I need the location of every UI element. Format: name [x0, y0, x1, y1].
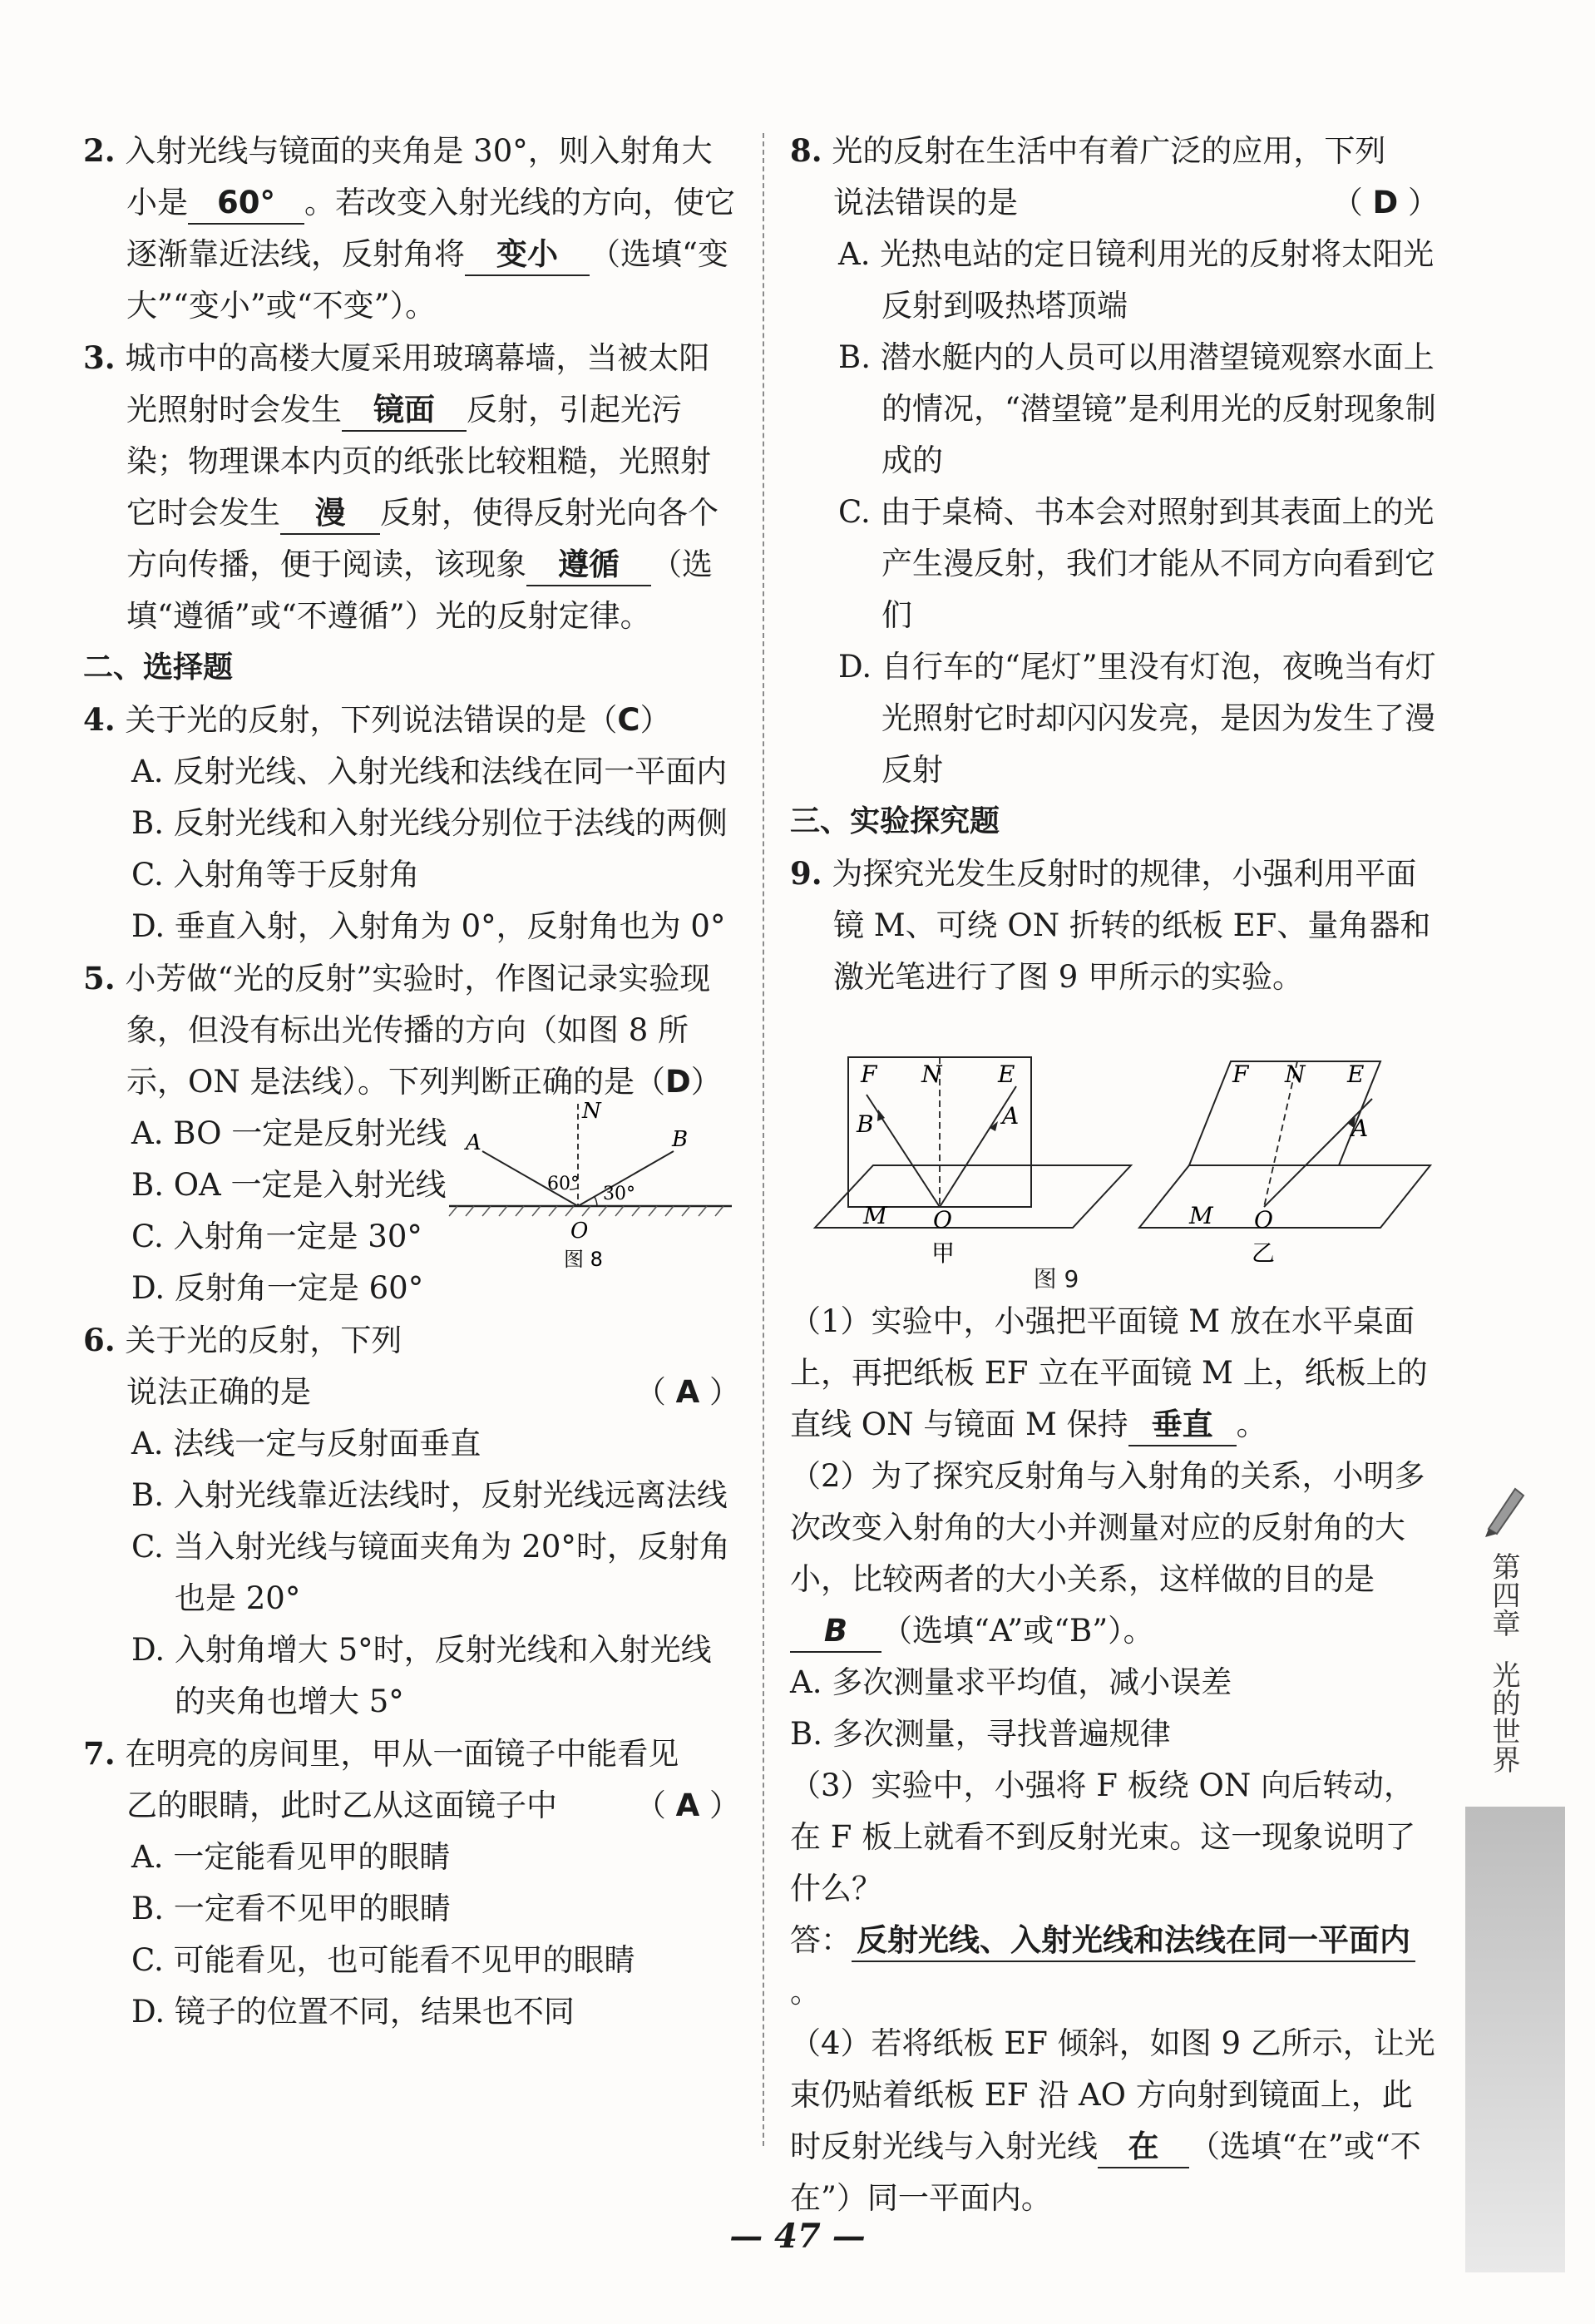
question-number: 2. [83, 132, 116, 169]
option: B. 多次测量，寻找普遍规律 [790, 1716, 1171, 1752]
figure-8-block [83, 1099, 740, 1314]
answer-blank: 遵循 [526, 545, 651, 586]
answer-blank: B [790, 1611, 881, 1653]
option: A. 多次测量求平均值，减小误差 [790, 1664, 1232, 1700]
question-number: 3. [83, 339, 116, 376]
label-F: F [1232, 1061, 1249, 1088]
option: B. 入射光线靠近法线时，反射光线远离法线 [131, 1477, 728, 1513]
option: A. 反射光线、入射光线和法线在同一平面内 [131, 754, 728, 789]
question-5 [83, 952, 740, 1108]
option: C. 入射角等于反射角 [131, 857, 420, 893]
question-text: 反射，引起光污染；物理课本内页的纸张比较粗糙，光照射它时会发生 [126, 392, 711, 531]
paren-close: ） [690, 1064, 722, 1100]
answer-blank: 垂直 [1128, 1405, 1237, 1446]
chapter-number: 第四章 [1487, 1552, 1520, 1637]
option: A. 光热电站的定日镜利用光的反射将太阳光反射到吸热塔顶端 [838, 236, 1435, 324]
q9-part-3-answer [790, 1915, 1439, 2018]
question-2 [83, 125, 740, 332]
option: D. 入射角增大 5°时，反射光线和入射光线的夹角也增大 5° [131, 1632, 712, 1719]
question-text: （1）实验中，小强把平面镜 M 放在水平桌面上，再把纸板 EF 立在平面镜 M 上，纸板上的直线 ON 与镜面 M 保持 [790, 1303, 1428, 1442]
question-text: 关于光的反射，下列说法错误的是（ [125, 702, 618, 738]
figure-caption: 图 8 [564, 1248, 603, 1271]
answer-choice: A [675, 1788, 700, 1823]
question-text: （4）若将纸板 EF 倾斜，如图 9 乙所示，让光束仍贴着纸板 EF 沿 AO 方向射到镜面上，此时反射光线与入射光线 [790, 2025, 1435, 2164]
option: D. 垂直入射，入射角为 0°，反射角也为 0° [131, 908, 726, 944]
answer-bracket: （ A ） [635, 1788, 740, 1823]
question-text: （选填“遵循”或“不遵循”）光的反射定律。 [126, 546, 713, 634]
section-heading: 二、选择题 [83, 650, 234, 685]
question-text: 乙的眼睛，此时乙从这面镜子中 [126, 1788, 557, 1823]
question-text: （选填“在”或“不在”）同一平面内。 [790, 2129, 1421, 2216]
label-F: F [861, 1061, 877, 1088]
chapter-label [1465, 1552, 1542, 1773]
question-number: 8. [790, 132, 822, 169]
label-B: B [672, 1127, 689, 1152]
answer-blank: 镜面 [342, 390, 467, 432]
option: B. 一定看不见甲的眼睛 [131, 1891, 451, 1926]
column-divider [763, 133, 764, 2146]
section-heading: 三、实验探究题 [790, 804, 1000, 838]
question-number: 7. [83, 1735, 116, 1772]
answer-blank: 反射光线、入射光线和法线在同一平面内 [852, 1921, 1415, 1962]
question-text: 。 [1236, 1407, 1267, 1442]
answer-blank: 在 [1098, 2127, 1189, 2168]
question-text: （2）为了探究反射角与入射角的关系，小明多次改变入射角的大小并测量对应的反射角的大小，比较两者的大小关系，这样做的目的是 [790, 1458, 1425, 1597]
label-A: A [1002, 1102, 1020, 1130]
option: D. 镜子的位置不同，结果也不同 [131, 1994, 575, 2030]
question-4 [83, 694, 740, 746]
label-E: E [1347, 1061, 1365, 1088]
chapter-title: 光的世界 [1487, 1660, 1520, 1773]
question-number: 5. [83, 960, 116, 996]
question-6 [83, 1314, 740, 1418]
figure-9-right [1139, 1061, 1430, 1267]
pen-icon [1479, 1481, 1528, 1539]
q9-part-4 [790, 2018, 1439, 2224]
question-8 [790, 125, 1439, 229]
answer-blank: 漫 [280, 493, 380, 535]
question-3 [83, 332, 740, 642]
label-N: N [582, 1099, 601, 1124]
label-O: O [933, 1206, 952, 1234]
question-number: 4. [83, 701, 116, 738]
figure-9-left [815, 1057, 1131, 1267]
answer-blank: 60° [188, 183, 304, 225]
q9-part-2 [790, 1451, 1439, 1657]
question-text: 光的反射在生活中有着广泛的应用，下列 [832, 133, 1386, 169]
question-text: 说法正确的是 [126, 1374, 311, 1410]
figure-8-diagram [449, 1099, 732, 1271]
q9-part-3: （3）实验中，小强将 F 板绕 ON 向后转动，在 F 板上就看不到反射光束。这一现象说明了什么？ [790, 1768, 1416, 1906]
label-M: M [863, 1202, 887, 1229]
label-N: N [1285, 1061, 1306, 1088]
question-text: 在明亮的房间里，甲从一面镜子中能看见 [125, 1736, 679, 1772]
label-yi: 乙 [1252, 1239, 1276, 1267]
q9-part-1 [790, 1296, 1439, 1451]
label-angle-30: 30° [603, 1184, 635, 1204]
left-column [83, 125, 740, 2038]
question-text: 。 [790, 1974, 821, 2010]
option: A. BO 一定是反射光线 [131, 1115, 447, 1151]
question-number: 9. [790, 855, 822, 892]
question-text: 入射光线与镜面的夹角是 30°，则入射角大小是 [125, 133, 713, 220]
label-O: O [1254, 1206, 1273, 1234]
tab-bar [1465, 1807, 1565, 2272]
question-text: （选填“A”或“B”）。 [881, 1613, 1154, 1649]
option: C. 可能看见，也可能看不见甲的眼睛 [131, 1942, 635, 1978]
option: C. 当入射光线与镜面夹角为 20°时，反射角也是 20° [131, 1529, 730, 1616]
question-text: 说法错误的是 [833, 185, 1018, 220]
question-7 [83, 1728, 740, 1832]
question-text: 反射，使得反射光向各个方向传播，便于阅读，该现象 [126, 495, 718, 582]
answer-choice: C [617, 702, 640, 738]
option: D. 反射角一定是 60° [131, 1270, 424, 1306]
question-number: 6. [83, 1322, 116, 1358]
label-angle-60: 60° [547, 1174, 580, 1194]
right-column [790, 125, 1439, 2224]
option: A. 法线一定与反射面垂直 [131, 1426, 481, 1461]
answer-bracket: （ D ） [1331, 185, 1439, 220]
question-text: （选填“变大”“变小”或“不变”）。 [126, 236, 728, 324]
option: B. 潜水艇内的人员可以用潜望镜观察水面上的情况，“潜望镜”是利用光的反射现象制成的 [838, 339, 1436, 478]
answer-choice: D [1372, 185, 1399, 220]
answer-choice: D [664, 1064, 691, 1100]
question-text: 小芳做“光的反射”实验时，作图记录实验现象，但没有标出光传播的方向（如图 8 所示，ON 是法线）。下列判断正确的是（ [125, 961, 711, 1100]
answer-choice: A [675, 1374, 700, 1410]
option: B. OA 一定是入射光线 [131, 1167, 447, 1203]
answer-bracket: （ A ） [635, 1374, 740, 1410]
label-N: N [921, 1061, 942, 1088]
label-E: E [998, 1061, 1015, 1088]
question-text: 为探究光发生反射时的规律，小强利用平面镜 M、可绕 ON 折转的纸板 EF、量角器和激光笔进行了图 9 甲所示的实验。 [832, 856, 1431, 995]
page-number: — 47 — [729, 2217, 866, 2256]
figure-caption: 图 9 [1033, 1265, 1079, 1293]
option: C. 入射角一定是 30° [131, 1219, 422, 1254]
paren-close: ） [639, 702, 671, 738]
option: B. 反射光线和入射光线分别位于法线的两侧 [131, 805, 728, 841]
answer-blank: 变小 [465, 235, 590, 276]
label-M: M [1189, 1202, 1213, 1229]
question-text: 城市中的高楼大厦采用玻璃幕墙，当被太阳光照射时会发生 [125, 340, 710, 428]
question-text: 关于光的反射，下列 [125, 1323, 402, 1358]
label-A: A [466, 1130, 481, 1155]
label-O: O [570, 1219, 589, 1244]
question-9 [790, 848, 1439, 1003]
question-text: 。若改变入射光线的方向，使它逐渐靠近法线，反射角将 [126, 185, 735, 272]
label-B: B [857, 1110, 874, 1138]
chapter-side-tab [1465, 1481, 1542, 2272]
label-A: A [1351, 1115, 1369, 1142]
figure-9-diagram [798, 1020, 1430, 1267]
option: D. 自行车的“尾灯”里没有灯泡，夜晚当有灯光照射它时却闪闪发亮，是因为发生了漫反射 [838, 649, 1436, 788]
answer-prefix: 答： [790, 1922, 852, 1958]
option: A. 一定能看见甲的眼睛 [131, 1839, 451, 1875]
option: C. 由于桌椅、书本会对照射到其表面上的光产生漫反射，我们才能从不同方向看到它们 [838, 494, 1435, 633]
label-jia: 甲 [931, 1239, 956, 1267]
